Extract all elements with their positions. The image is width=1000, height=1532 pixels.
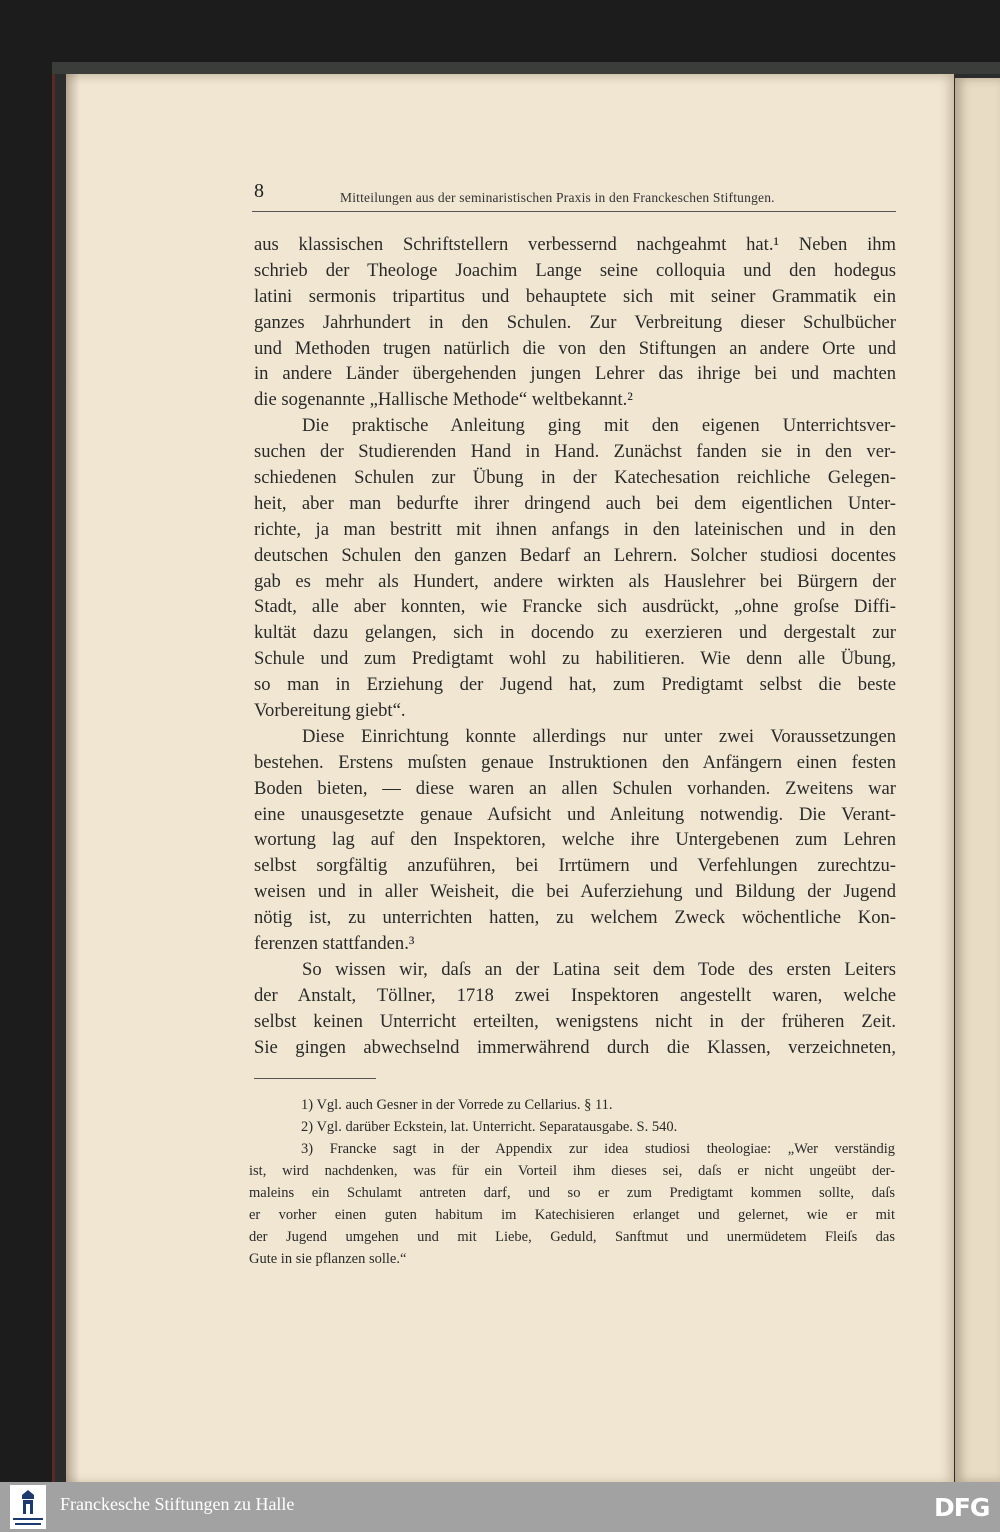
body-line: eine unausgesetzte genaue Aufsicht und Anleitung notwendig. Die Verant- (254, 803, 896, 825)
body-line: Stadt, alle aber konnten, wie Francke sich ausdrückt, „ohne groſse Diffi- (254, 596, 896, 618)
body-line: richte, ja man bestritt mit ihnen anfangs in den lateinischen und in den (254, 518, 896, 540)
body-line: latini sermonis tripartitus und behauptete sich mit seiner Grammatik ein (254, 285, 896, 307)
body-text (254, 232, 896, 1061)
footnotes (249, 1094, 895, 1270)
book-cover-edge (52, 62, 1000, 74)
footnote-line: Gute in sie pflanzen solle.“ (249, 1251, 407, 1267)
footnote-line: 1) Vgl. auch Gesner in der Vorrede zu Cellarius. § 11. (301, 1097, 613, 1113)
body-line: Sie gingen abwechselnd immerwährend durch die Klassen, verzeichneten, (254, 1036, 896, 1058)
body-line: Boden bieten, — diese waren an allen Schulen vorhanden. Zweitens war (254, 777, 896, 799)
body-line: Die praktische Anleitung ging mit den eigenen Unterrichtsver- (302, 415, 896, 437)
body-line: bestehen. Erstens muſsten genaue Instruktionen den Anfängern einen festen (254, 751, 896, 773)
body-line: Vorbereitung giebt“. (254, 700, 406, 722)
body-line: suchen der Studierenden Hand in Hand. Zunächst fanden sie in den ver- (254, 441, 896, 463)
body-line: So wissen wir, daſs an der Latina seit dem Tode des ersten Leiters (302, 958, 896, 980)
body-line: heit, aber man bedurfte ihrer dringend auch bei dem eigentlichen Unter- (254, 492, 896, 514)
body-line: deutschen Schulen den ganzen Bedarf an Lehrern. Solcher studiosi docentes (254, 544, 896, 566)
body-line: so man in Erziehung der Jugend hat, zum Predigtamt selbst die beste (254, 674, 896, 696)
body-line: Schule und zum Predigtamt wohl zu habilitieren. Wie denn alle Übung, (254, 648, 896, 670)
body-line: nötig ist, zu unterrichten hatten, zu welchem Zweck wöchentliche Kon- (254, 907, 896, 929)
header-rule (252, 211, 896, 212)
footnote-line: der Jugend umgehen und mit Liebe, Geduld, Sanftmut und unermüdetem Fleiſs das (249, 1229, 895, 1245)
body-line: selbst sorgfältig anzuführen, bei Irrtümern und Verfehlungen zurechtzu- (254, 855, 896, 877)
body-line: aus klassischen Schriftstellern verbessernd nachgeahmt hat.¹ Neben ihm (254, 234, 896, 255)
footnote-line: maleins ein Schulamt antreten darf, und so er zum Predigtamt kommen sollte, daſs (249, 1185, 895, 1201)
body-line: wortung lag auf den Inspektoren, welche ihre Untergebenen zum Lehren (254, 829, 896, 851)
body-line: gab es mehr als Hundert, andere wirkten als Hauslehrer bei Bürgern der (254, 570, 896, 592)
dfg-logo[interactable]: DFG (934, 1493, 990, 1522)
footnote-rule (254, 1078, 376, 1079)
body-line: schrieb der Theologe Joachim Lange seine colloquia und den hodegus (254, 259, 896, 281)
footnote-line: 3) Francke sagt in der Appendix zur idea studiosi theologiae: „Wer verständig (301, 1141, 895, 1157)
body-line: der Anstalt, Töllner, 1718 zwei Inspektoren angestellt waren, welche (254, 984, 896, 1006)
body-line: kultät dazu gelangen, sich in docendo zu exerzieren und dergestalt zur (254, 622, 896, 644)
body-line: und Methoden trugen natürlich die von den Stiftungen an andere Orte und (254, 337, 896, 359)
body-line: selbst keinen Unterricht erteilten, wenigstens nicht in der früheren Zeit. (254, 1010, 896, 1032)
page-gutter-shadow (66, 74, 80, 1482)
footnote-line: er vorher einen guten habitum im Katechisieren erlanget und gelernet, wie er mit (249, 1207, 895, 1223)
footnote-line: ist, wird nachdenken, was für ein Vorteil ihm dieses sei, daſs er nicht ungeübt der- (249, 1163, 895, 1179)
body-line: ganzes Jahrhundert in den Schulen. Zur Verbreitung dieser Schulbücher (254, 311, 896, 333)
page-number: 8 (254, 180, 264, 202)
body-line: die sogenannte „Hallische Methode“ weltbekannt.² (254, 389, 633, 411)
body-line: weisen und in aller Weisheit, die bei Auferziehung und Bildung der Jugend (254, 881, 896, 903)
institution-name: Franckesche Stiftungen zu Halle (60, 1494, 295, 1514)
running-title: Mitteilungen aus der seminaristischen Praxis in den Franckeschen Stiftungen. (340, 190, 775, 205)
footnote-line: 2) Vgl. darüber Eckstein, lat. Unterricht. Separatausgabe. S. 540. (301, 1119, 678, 1135)
franckesche-stiftungen-logo[interactable] (10, 1485, 46, 1529)
adjacent-page-edge (955, 78, 1000, 1482)
body-line: in andere Länder übergehenden jungen Lehrer das ihrige bei und machten (254, 363, 896, 385)
body-line: Diese Einrichtung konnte allerdings nur unter zwei Voraussetzungen (302, 725, 896, 747)
body-line: ferenzen stattfanden.³ (254, 933, 415, 955)
body-line: schiedenen Schulen zur Übung in der Katechesation reichliche Gelegen- (254, 467, 896, 489)
